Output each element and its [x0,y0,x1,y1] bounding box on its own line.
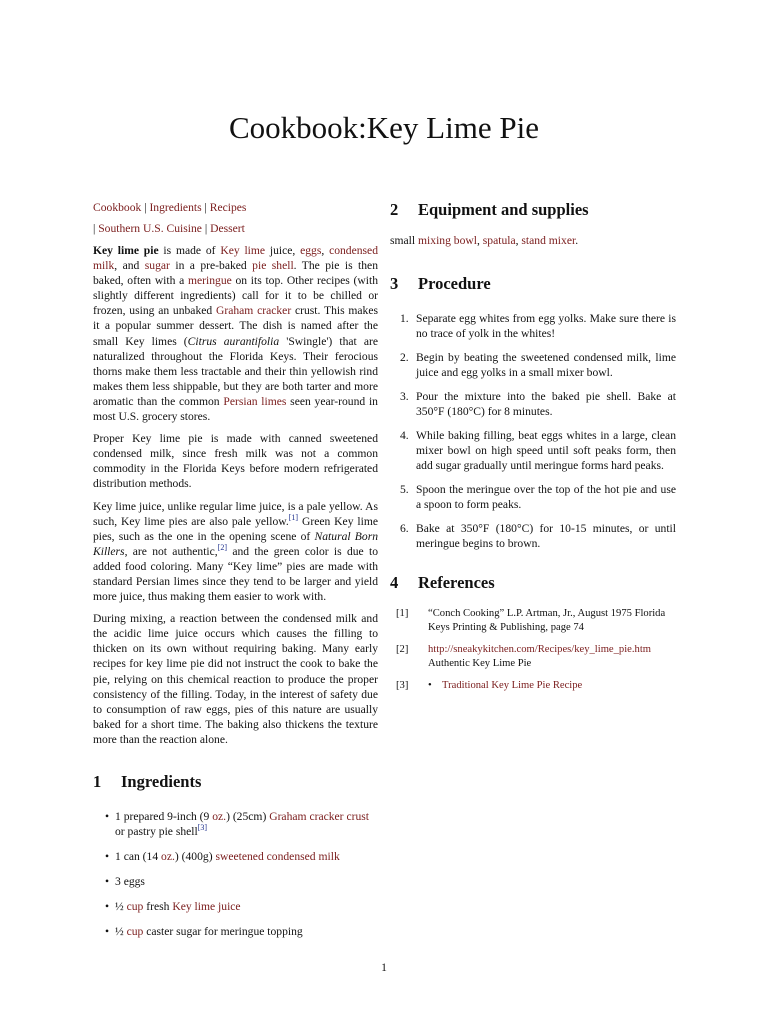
oz-link[interactable]: oz. [212,810,227,823]
reference-number: [2] [396,644,409,656]
breadcrumb-line-2 [93,221,378,236]
meringue-link[interactable]: meringue [188,274,232,288]
text: , and [114,259,145,273]
key-lime-link[interactable]: Key lime [220,244,266,257]
step-number: 5. [400,483,409,497]
right-column [390,200,676,701]
list-item [93,899,378,914]
step-text: Begin by beating the sweetened condensed milk, lime juice and egg yolks in a small mixer bowl. [416,351,676,380]
breadcrumb-southern-link[interactable]: Southern U.S. Cuisine [98,222,202,235]
text: crust. This makes it a popular summer dessert. The dish is named after the small Key limes ( [93,304,378,348]
section-title: Ingredients [121,772,202,791]
text: , [321,244,330,257]
text: 1 prepared 9-inch (9 [115,810,213,823]
paragraph-2: Proper Key lime pie is made with canned sweetened condensed milk, since fresh milk was not a common commodity in the Florida Keys before modern refrigerated distribution methods. [93,432,378,491]
left-column [93,200,378,949]
text: fresh [143,900,173,913]
procedure-step [390,428,676,473]
sweetened-condensed-milk-link[interactable]: sweetened condensed milk [215,850,340,863]
step-number: 3. [400,390,409,404]
intro-paragraph [93,243,378,424]
step-number: 2. [400,351,409,365]
text: , are not authentic, [124,544,218,558]
ingredients-list [93,809,378,939]
procedure-list [390,311,676,551]
text: Green Key lime pies, such as the one in the opening scene of [93,514,378,543]
text: 'Swingle') that are naturalized throughout the Florida Keys. Their ferocious thorns make them less tractable and their thin yellowish rind makes them less shippable, but they are both tarter and more aromatic than the common [93,334,378,408]
text: . The pie is then baked, often with a [93,259,378,288]
text: is made of [158,244,221,257]
condensed-milk-link[interactable]: condensed milk [93,244,378,273]
text: juice, [265,244,301,257]
cup-link[interactable]: cup [126,925,144,938]
equipment-heading [390,200,676,220]
text: on its top. Other recipes (with slightly different ingredients) call for it to be chilled or frozen, using an unbaked [93,274,378,318]
spatula-link[interactable]: spatula [482,234,516,247]
text: 1 can (14 [115,850,162,863]
text: ) (25cm) [226,810,270,823]
section-number: 1 [93,772,102,791]
ingredients-heading [93,772,378,792]
graham-cracker-link[interactable]: Graham cracker [215,304,292,318]
text: small [390,234,419,247]
section-title: Equipment and supplies [418,200,589,219]
step-text: While baking filling, beat eggs whites in a large, clean mixer bowl on high speed until soft peaks form, then add sugar gradually until meringue forms hard peaks. [416,429,676,473]
cup-link[interactable]: cup [126,900,144,913]
step-text: Spoon the meringue over the top of the hot pie and use a spoon to form peaks. [416,483,676,512]
reference-number: [3] [396,680,409,692]
graham-cracker-crust-link[interactable]: Graham cracker crust [269,810,369,823]
stand-mixer-link[interactable]: stand mixer [521,234,576,247]
text: ½ [115,900,127,913]
reference-bullet [428,679,676,693]
breadcrumb-ingredients-link[interactable]: Ingredients [149,201,202,214]
reference-text: “Conch Cooking” L.P. Artman, Jr., August 1975 Florida Keys Printing & Publishing, page 74 [428,608,666,634]
citation-3[interactable]: [3] [197,823,208,833]
step-number: 4. [400,429,409,443]
text: . [575,234,579,247]
breadcrumb-separator: | [141,201,150,214]
paragraph-3 [93,499,378,605]
paragraph-4: During mixing, a reaction between the condensed milk and the acidic lime juice occurs which causes the filling to thicken on its own without requiring baking. Many early recipes for key lime pie did not instruct the cook to bake the pie, relying on this chemical reaction to produce the proper consistency of the filling. Today, in the interest of safety due to consumption of raw eggs, pies of this nature are usually baked for a short time. The baking also thickens the texture more than the reaction alone. [93,612,378,746]
reference-3 [390,679,676,693]
section-title: Procedure [418,274,491,294]
section-title: References [418,573,495,593]
text: , [476,234,483,247]
list-item [93,874,378,889]
procedure-step [390,311,676,341]
sneakykitchen-link[interactable]: http://sneakykitchen.com/Recipes/key_lime_pie.htm [428,644,652,656]
intro-bold-term: Key lime pie [93,244,159,257]
breadcrumb-dessert-link[interactable]: Dessert [210,222,245,235]
text: Key lime juice, unlike regular lime juice, is a pale yellow. As such, Key lime pies are also pale yellow. [93,499,378,528]
procedure-step [390,521,676,551]
reference-2 [390,643,676,671]
equipment-text [390,233,676,248]
text: in a pre-baked [169,259,253,273]
sugar-link[interactable]: sugar [144,259,170,273]
mixing-bowl-link[interactable]: mixing bowl [418,234,477,247]
breadcrumb-cookbook-link[interactable]: Cookbook [93,201,142,214]
breadcrumb-separator: | [201,201,210,214]
pie-shell-link[interactable]: pie shell [252,259,294,273]
list-item [93,924,378,939]
reference-1 [390,607,676,635]
citation-2[interactable]: [2] [217,542,228,552]
italic-film-title: Natural Born Killers [93,529,378,558]
key-lime-juice-link[interactable]: Key lime juice [172,900,241,913]
step-number: 6. [400,522,409,536]
breadcrumb [93,200,378,215]
italic-species: Citrus aurantifolia [187,334,280,348]
list-item [93,849,378,864]
step-text: Pour the mixture into the baked pie shell. Bake at 350°F (180°C) for 8 minutes. [416,390,676,419]
procedure-step [390,389,676,419]
section-number: 2 [390,200,399,219]
breadcrumb-recipes-link[interactable]: Recipes [209,201,247,214]
citation-1[interactable]: [1] [288,512,299,522]
text: caster sugar for meringue topping [143,925,303,938]
page-number: 1 [381,961,387,974]
page-title: Cookbook:Key Lime Pie [229,110,539,145]
text: seen year-round in most U.S. grocery stores. [93,394,378,424]
persian-limes-link[interactable]: Persian limes [223,394,287,408]
procedure-heading [390,274,676,294]
list-item [93,809,378,839]
references-heading [390,573,676,593]
reference-number: [1] [396,608,409,620]
section-number: 4 [390,573,399,593]
text: ) (400g) [174,850,216,863]
breadcrumb-separator: | [93,222,99,235]
procedure-step [390,350,676,380]
step-text: Separate egg whites from egg yolks. Make sure there is no trace of yolk in the whites! [416,312,676,341]
text: and the green color is due to added food coloring. Many “Key lime” pies are made with standard Persian limes since they tend to be larger and yield more juice, thus making them easier to work with. [93,544,378,604]
text: , [515,234,522,247]
traditional-recipe-link[interactable]: Traditional Key Lime Pie Recipe [442,680,583,692]
reference-text: Authentic Key Lime Pie [428,658,532,670]
text: 3 eggs [115,875,145,888]
step-text: Bake at 350°F (180°C) for 10-15 minutes, or until meringue begins to brown. [416,522,676,551]
eggs-link[interactable]: eggs [300,244,322,257]
breadcrumb-separator: | [201,222,211,235]
step-number: 1. [400,312,409,326]
oz-link[interactable]: oz. [161,850,175,863]
text: ½ [115,925,127,938]
section-number: 3 [390,274,399,294]
text: or pastry pie shell [115,825,198,838]
procedure-step [390,482,676,512]
